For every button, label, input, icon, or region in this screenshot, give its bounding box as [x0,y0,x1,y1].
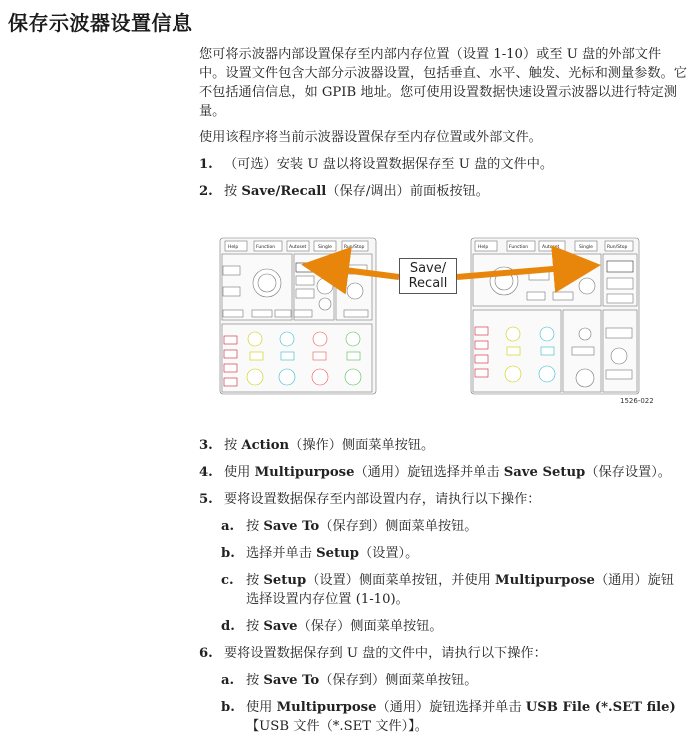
fig-right-help: Help [478,245,489,250]
fig-left-single: Single [318,245,332,250]
left-panel [220,238,376,394]
substep-text: 按 Save（保存）侧面菜单按钮。 [246,619,443,634]
substep-number: c. [221,573,234,588]
substep-text: 按 Save To（保存到）侧面菜单按钮。 [246,673,478,688]
fig-right-function: Function [509,245,529,250]
step-number: 3. [199,438,213,453]
page-title: 保存示波器设置信息 [8,11,193,35]
step-number: 1. [199,157,213,172]
substep-number: a. [221,673,235,688]
substep-text: 选择并单击 Setup（设置）。 [246,546,419,561]
callout-line-1: Save/ [409,261,447,276]
step-text: 要将设置数据保存到 U 盘的文件中，请执行以下操作： [224,646,547,661]
figure-caption: 1526-022 [620,397,654,405]
fig-right-runstop: Run/Stop [607,245,628,250]
step-text: 使用 Multipurpose（通用）旋钮选择并单击 Save Setup（保存设置）。 [224,465,671,480]
substep-number: b. [221,700,235,715]
callout-line-2: Recall [408,276,448,291]
fig-right-single: Single [579,245,593,250]
intro-paragraph: 您可将示波器内部设置保存至内部内存位置（设置 1-10）或至 U 盘的外部文件中。设置文件包含大部分示波器设置，包括垂直、水平、触发、光标和测量参数。它不包括通信信息，如 GPIB 地址。您可使用设置数据快速设置示波器以进行特定测量。 [199,47,687,119]
save-recall-callout [399,258,457,294]
step-text: （可选）安装 U 盘以将设置数据保存至 U 盘的文件中。 [224,157,554,172]
substep-text: 使用 Multipurpose（通用）旋钮选择并单击 USB File (*.SET file)【USB 文件（*.SET 文件）】。 [246,700,676,734]
fig-left-autoset: Autoset [289,245,307,250]
step-text: 按 Action（操作）侧面菜单按钮。 [224,438,435,453]
substep-number: b. [221,546,235,561]
step-number: 5. [199,492,213,507]
substep-text: 按 Save To（保存到）侧面菜单按钮。 [246,519,478,534]
step-text: 要将设置数据保存至内部设置内存，请执行以下操作： [224,492,541,507]
fig-left-help: Help [228,245,239,250]
step-number: 6. [199,646,213,661]
fig-left-runstop: Run/Stop [344,245,365,250]
step-text: 按 Save/Recall（保存/调出）前面板按钮。 [224,184,489,199]
substep-number: a. [221,519,235,534]
substep-text: 按 Setup（设置）侧面菜单按钮，并使用 Multipurpose（通用）旋钮选择设置内存位置 (1-10)。 [246,573,675,607]
fig-left-function: Function [256,245,276,250]
step-number: 2. [199,184,213,199]
fig-right-autoset: Autoset [542,245,560,250]
right-panel [471,238,639,394]
usage-paragraph: 使用该程序将当前示波器设置保存至内存位置或外部文件。 [199,130,542,145]
substep-number: d. [221,619,235,634]
step-number: 4. [199,465,213,480]
